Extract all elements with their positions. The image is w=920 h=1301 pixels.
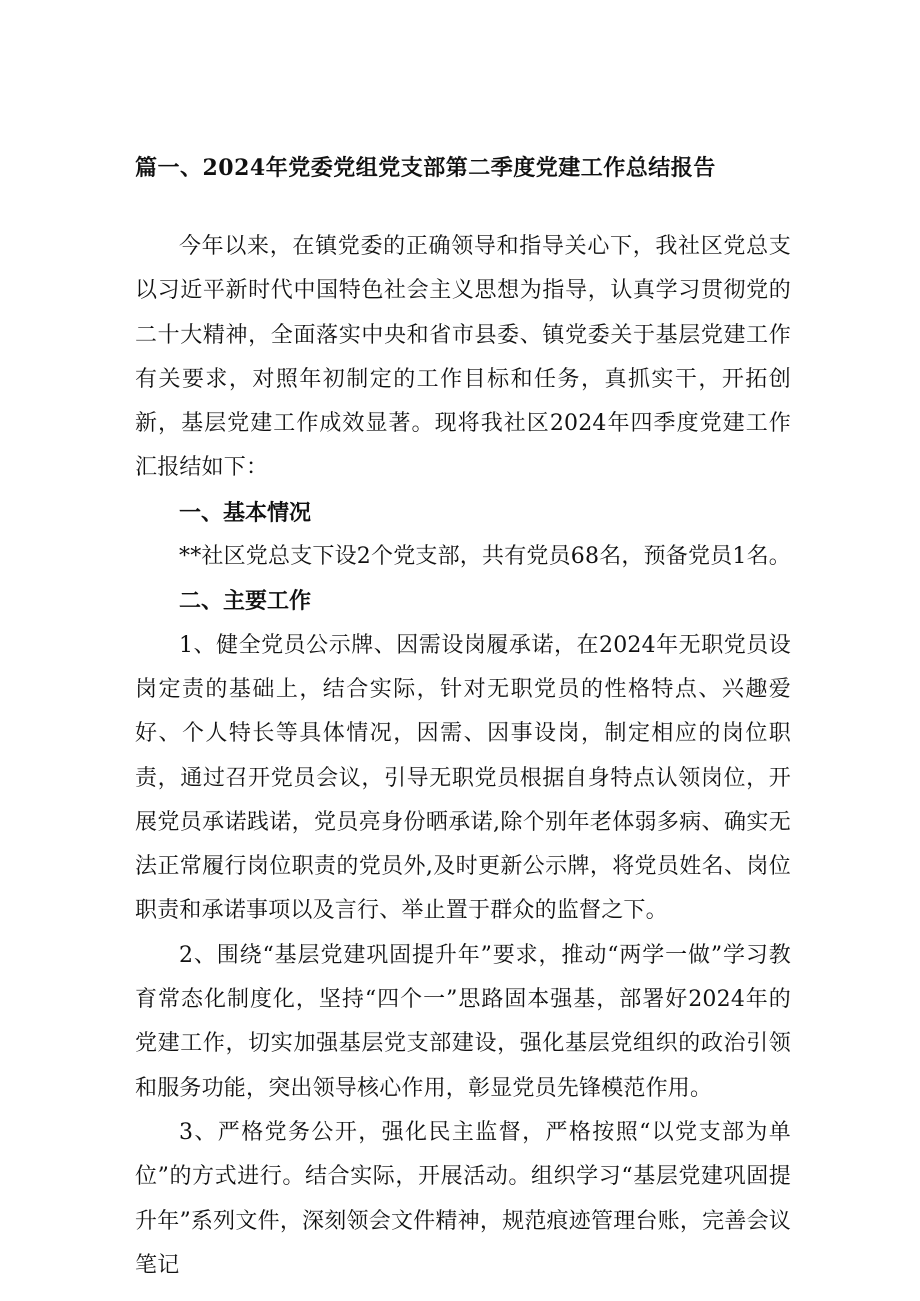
work-item-1: 1、健全党员公示牌、因需设岗履承诺，在2024年无职党员设岗定责的基础上，结合实际，针对无职党员的性格特点、兴趣爱好、个人特长等具体情况，因需、因事设岗，制定相应的岗位职责，通过召开党员会议，引导无职党员根据自身特点认领岗位，开展党员承诺践诺，党员亮身份晒承诺,除个别年老体弱多病、确实无法正常履行岗位职责的党员外,及时更新公示牌，将党员姓名、岗位职责和承诺事项以及言行、举止置于群众的监督之下。 <box>135 632 791 924</box>
work-item-2: 2、围绕“基层党建巩固提升年”要求，推动“两学一做”学习教育常态化制度化，坚持“四个一”思路固本强基，部署好2024年的党建工作，切实加强基层党支部建设，强化基层党组织的政治引领和服务功能，突出领导核心作用，彰显党员先锋模范作用。 <box>135 942 791 1101</box>
document-body <box>135 225 791 1288</box>
section-heading-basic: 一、基本情况 <box>179 499 312 526</box>
section-heading-main-work: 二、主要工作 <box>179 588 312 615</box>
basic-info-paragraph: **社区党总支下设2个党支部，共有党员68名，预备党员1名。 <box>179 544 791 570</box>
document-title: 篇一、2024年党委党组党支部第二季度党建工作总结报告 <box>135 155 716 181</box>
intro-paragraph: 今年以来，在镇党委的正确领导和指导关心下，我社区党总支以习近平新时代中国特色社会主义思想为指导，认真学习贯彻党的二十大精神，全面落实中央和省市县委、镇党委关于基层党建工作有关要求，对照年初制定的工作目标和任务，真抓实干，开拓创新，基层党建工作成效显著。现将我社区2024年四季度党建工作汇报结如下： <box>135 234 791 481</box>
work-item-3: 3、严格党务公开，强化民主监督，严格按照“以党支部为单位”的方式进行。结合实际，开展活动。组织学习“基层党建巩固提升年”系列文件，深刻领会文件精神，规范痕迹管理台账，完善会议笔记 <box>135 1119 791 1278</box>
